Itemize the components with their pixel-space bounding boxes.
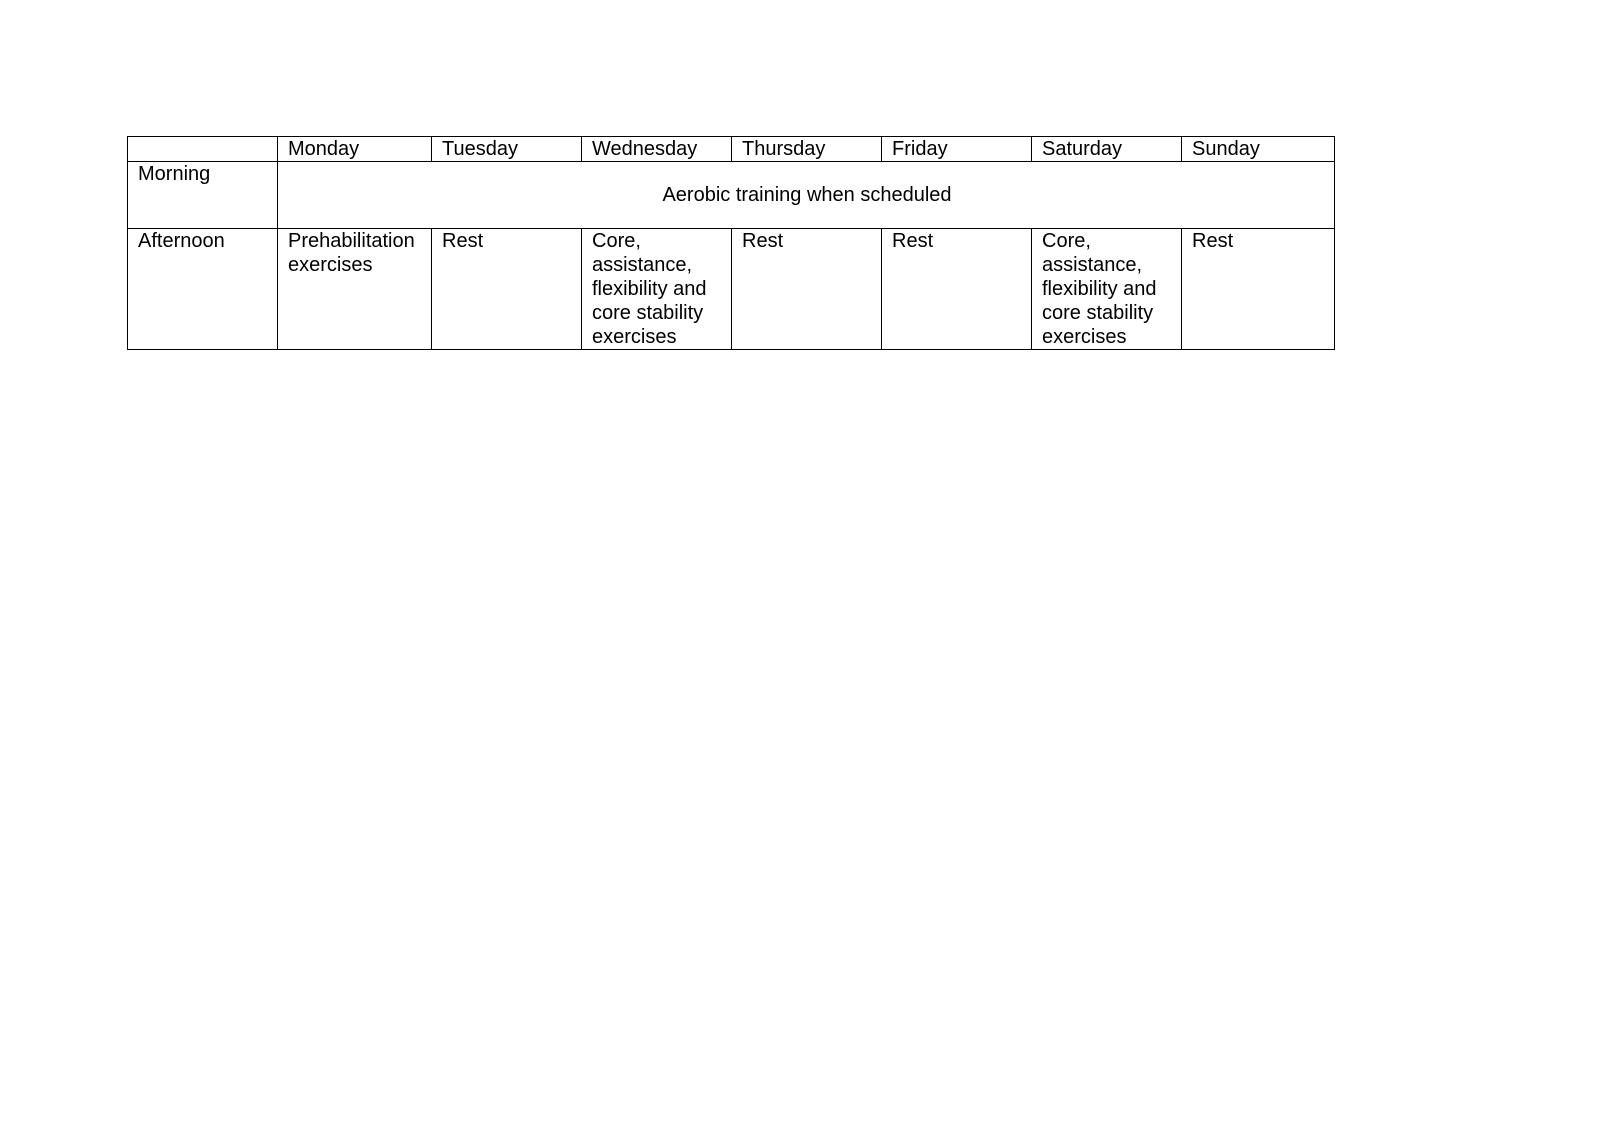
- day-header-sunday: Sunday: [1182, 137, 1335, 162]
- day-header-friday: Friday: [882, 137, 1032, 162]
- afternoon-cell-tuesday: Rest: [432, 229, 582, 350]
- day-header-tuesday: Tuesday: [432, 137, 582, 162]
- row-label-morning: Morning: [128, 162, 278, 229]
- afternoon-cell-wednesday: Core, assistance, flexibility and core stability exercises: [582, 229, 732, 350]
- header-row: [128, 137, 1335, 162]
- corner-cell: [128, 137, 278, 162]
- afternoon-cell-saturday: Core, assistance, flexibility and core stability exercises: [1032, 229, 1182, 350]
- afternoon-cell-monday: Prehabilitation exercises: [278, 229, 432, 350]
- morning-merged-cell: Aerobic training when scheduled: [278, 162, 1335, 229]
- afternoon-cell-sunday: Rest: [1182, 229, 1335, 350]
- morning-row: [128, 162, 1335, 229]
- day-header-wednesday: Wednesday: [582, 137, 732, 162]
- day-header-monday: Monday: [278, 137, 432, 162]
- row-label-afternoon: Afternoon: [128, 229, 278, 350]
- afternoon-cell-thursday: Rest: [732, 229, 882, 350]
- day-header-thursday: Thursday: [732, 137, 882, 162]
- weekly-training-schedule-table: [127, 136, 1335, 350]
- afternoon-cell-friday: Rest: [882, 229, 1032, 350]
- afternoon-row: [128, 229, 1335, 350]
- day-header-saturday: Saturday: [1032, 137, 1182, 162]
